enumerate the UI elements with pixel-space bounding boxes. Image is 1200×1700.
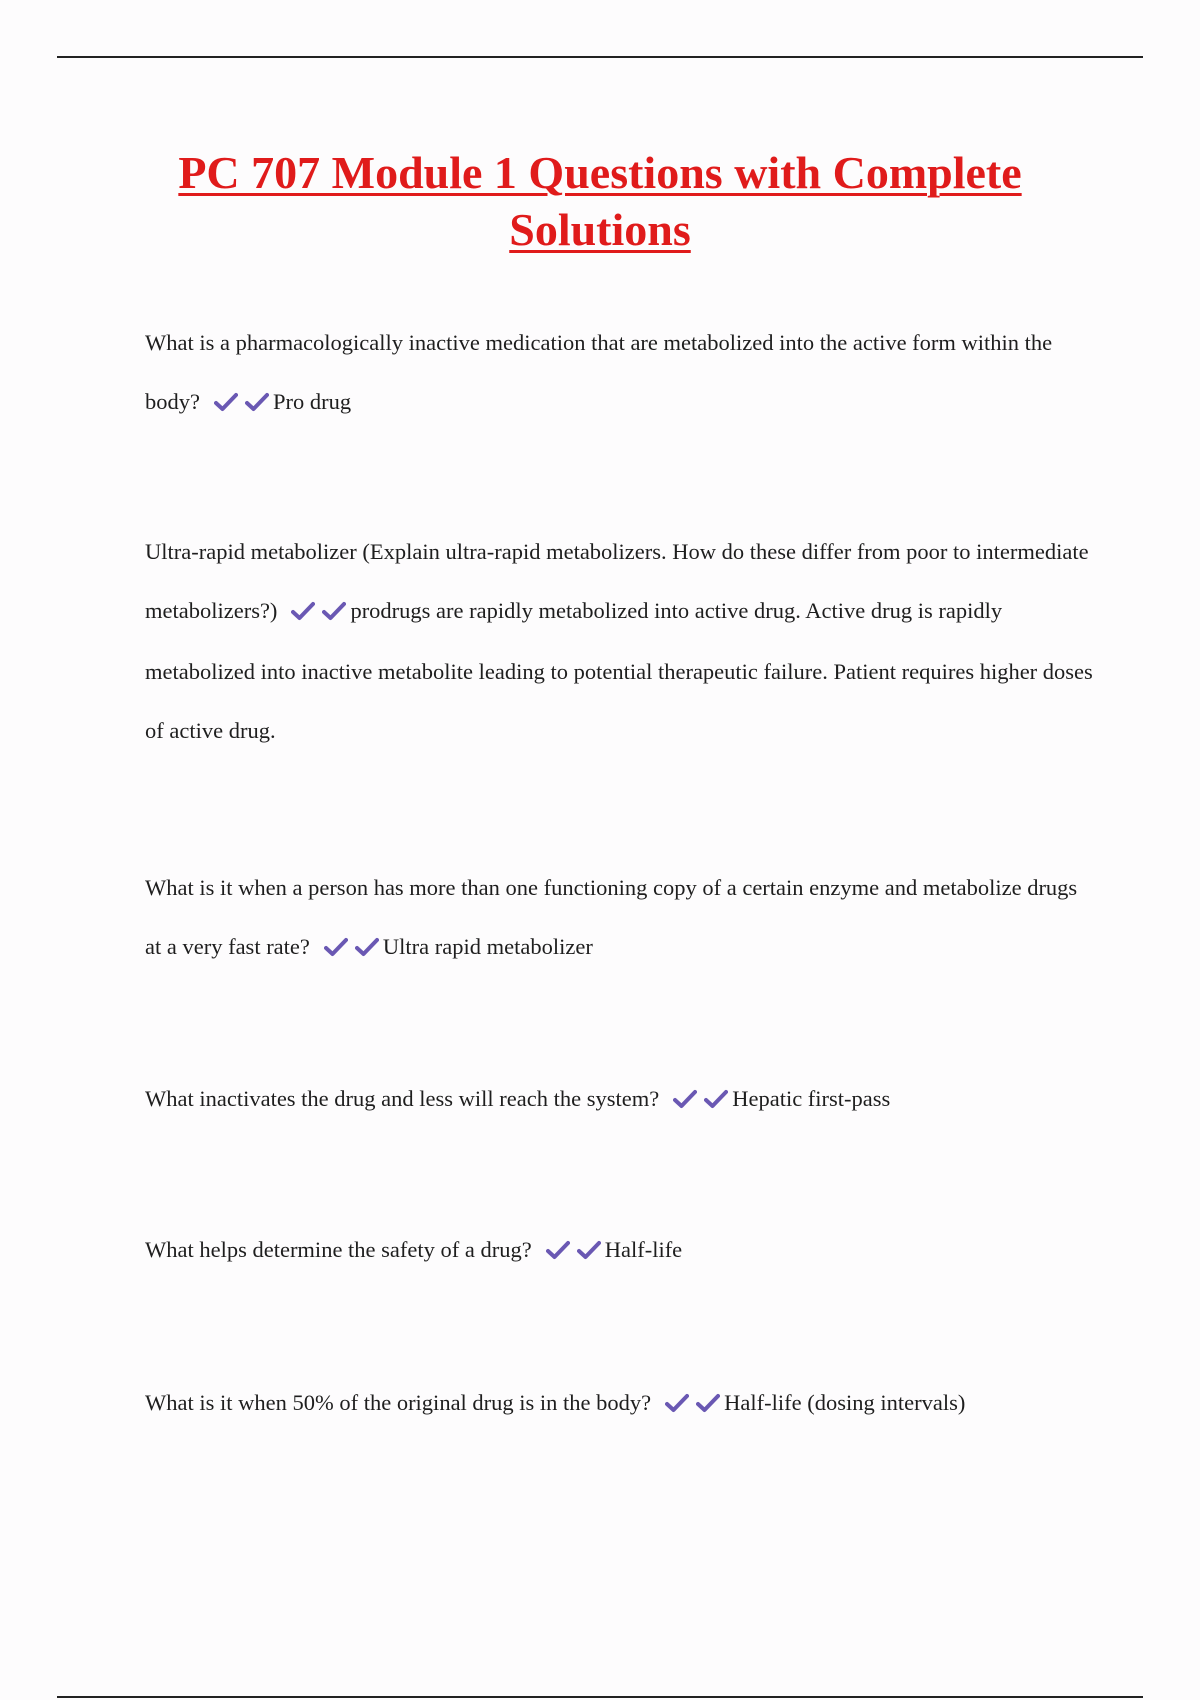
checkmark-icon: [355, 937, 379, 957]
question-text: What inactivates the drug and less will reach the system?: [145, 1086, 660, 1111]
answer-text: Hepatic first-pass: [732, 1086, 891, 1111]
checkmark-icon: [696, 1393, 720, 1413]
qa-item-4: [145, 1070, 1095, 1132]
title-line-1: PC 707 Module 1 Questions with Complete: [178, 147, 1022, 198]
footer-rule: [57, 1696, 1143, 1698]
checkmark-icon: [245, 392, 269, 412]
answer-text: Pro drug: [273, 388, 352, 414]
question-text: What is a pharmacologically inactive medication that are metabolized into the active form within the body?: [145, 330, 1053, 414]
answer-text: Ultra rapid metabolizer: [382, 933, 593, 959]
qa-item-5: [145, 1221, 1095, 1283]
checkmark-icon: [577, 1240, 601, 1260]
checkmark-icon: [291, 601, 315, 621]
qa-item-6: [145, 1374, 1095, 1436]
answer-checkmarks: [673, 1073, 730, 1132]
title-line-2: Solutions: [509, 204, 691, 255]
checkmark-icon: [704, 1089, 728, 1109]
document-title: [100, 144, 1100, 258]
answer-checkmarks: [214, 376, 271, 435]
qa-item-2: [145, 523, 1095, 760]
checkmark-icon: [665, 1393, 689, 1413]
checkmark-icon: [214, 392, 238, 412]
checkmark-icon: [324, 937, 348, 957]
answer-text: prodrugs are rapidly metabolized into active drug. Active drug is rapidly metabolized into inactive metabolite leading to potential therapeutic failure. Patient requires higher doses of active drug.: [145, 597, 1093, 743]
question-text: Ultra-rapid metabolizer (Explain ultra-rapid metabolizers. How do these differ from poor to intermediate metabolizers?): [145, 539, 1089, 623]
header-rule: [57, 56, 1143, 58]
question-text: What is it when a person has more than one functioning copy of a certain enzyme and metabolize drugs at a very fast rate?: [145, 875, 1078, 959]
question-text: What helps determine the safety of a drug?: [145, 1237, 532, 1262]
answer-checkmarks: [324, 921, 381, 980]
checkmark-icon: [546, 1240, 570, 1260]
answer-text: Half-life (dosing intervals): [724, 1390, 966, 1415]
checkmark-icon: [673, 1089, 697, 1109]
answer-checkmarks: [665, 1377, 722, 1436]
checkmark-icon: [322, 601, 346, 621]
answer-text: Half-life: [604, 1237, 683, 1262]
qa-item-1: [145, 314, 1095, 434]
question-text: What is it when 50% of the original drug is in the body?: [145, 1390, 652, 1415]
answer-checkmarks: [291, 585, 348, 644]
qa-item-3: [145, 859, 1095, 979]
answer-checkmarks: [546, 1224, 603, 1283]
